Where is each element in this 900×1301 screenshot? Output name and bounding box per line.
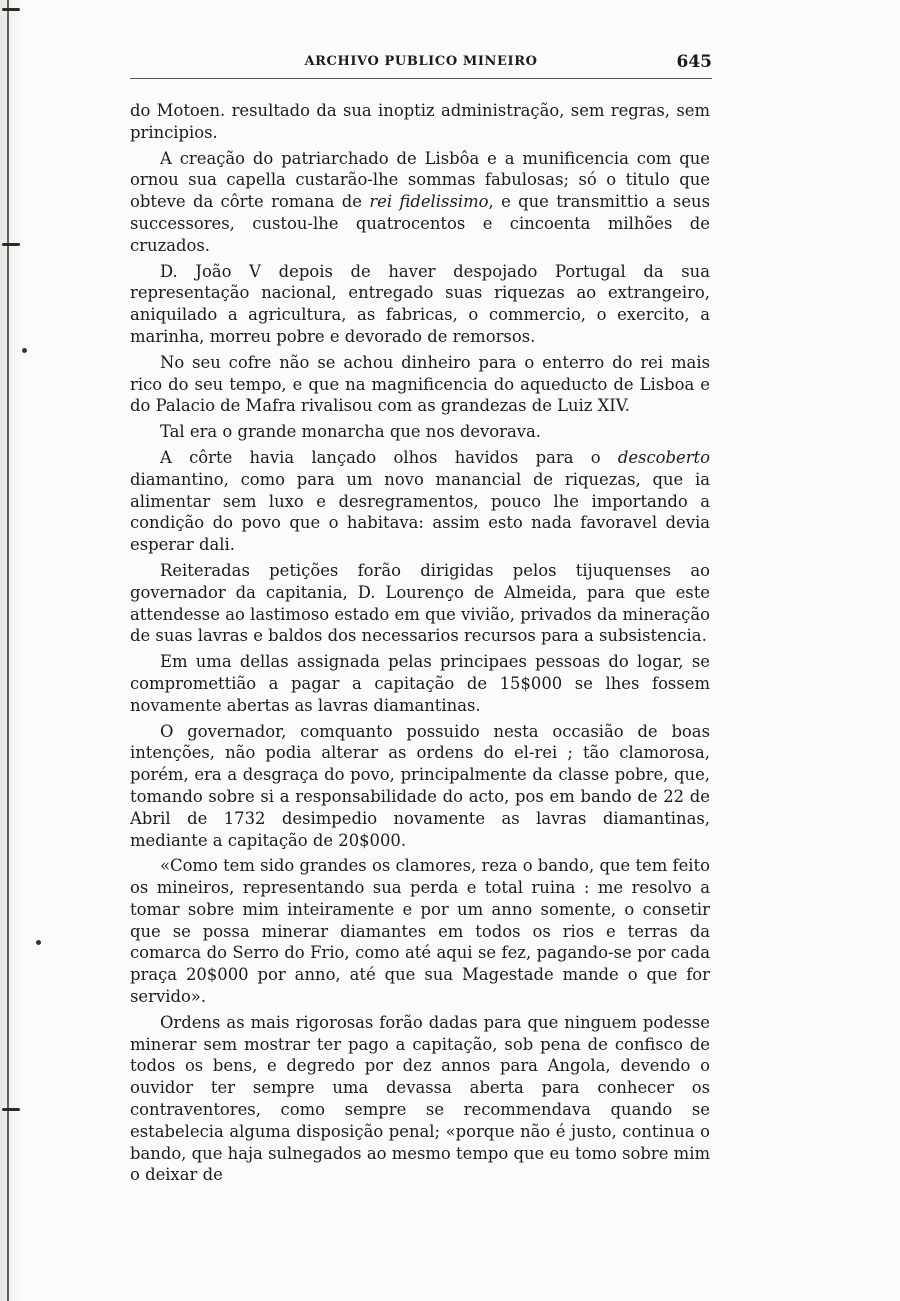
binding-mark	[2, 243, 20, 246]
paragraph-text: «Como tem sido grandes os clamores, reza o bando, que tem feito os mineiros, representando sua perda e total ruina : me resolvo a tomar sobre mim inteiramente e por um anno somente, o consetir que se possa minerar diamantes em todos os rios e terras da comarca do Serro do Frio, como até aqui se fez, pagando-se por cada praça 20$000 por anno, até que sua Magestade mande o que for servido».	[130, 856, 710, 1007]
paragraph	[130, 261, 710, 348]
body-text	[130, 100, 710, 1190]
binding-line	[7, 0, 9, 1301]
paragraph-text: Em uma dellas assignada pelas principaes pessoas do logar, se compromettião a pagar a capitação de 15$000 se lhes fossem novamente abertas as lavras diamantinas.	[130, 652, 710, 715]
paragraph-text: D. João V depois de haver despojado Portugal da sua representação nacional, entregado suas riquezas ao extrangeiro, aniquilado a agricultura, as fabricas, o commercio, o exercito, a marinha, morreu pobre e devorado de remorsos.	[130, 261, 710, 346]
margin-speck	[22, 348, 27, 353]
paragraph	[130, 721, 710, 852]
paragraph-text: Tal era o grande monarcha que nos devorava.	[160, 422, 542, 442]
paragraph	[130, 651, 710, 716]
paragraph-text: diamantino, como para um novo manancial de riquezas, que ia alimentar sem luxo e desregramentos, pouco lhe importando a condição do povo que o habitava: assim esto nada favoravel devia esperar dali.	[130, 469, 710, 555]
paragraph-text: do Motoen. resultado da sua inoptiz administração, sem regras, sem principios.	[130, 101, 710, 142]
paragraph-text: A creação do patriarchado de Lisbôa e a munificencia com que ornou sua capella custarão-lhe sommas fabulosas; só o titulo que obteve da côrte romana de	[130, 148, 710, 212]
binding-mark	[2, 8, 20, 11]
paragraph-text: Ordens as mais rigorosas forão dadas para que ninguem podesse minerar sem mostrar ter pago a capitação, sob pena de confisco de todos os bens, e degredo por dez annos para Angola, devendo o ouvidor ter sempre uma devassa aberta para conhecer os contraventores, como sempre se recommendava quando se estabelecia alguma disposição penal; «porque não é justo, continua o bando, que haja sulnegados ao mesmo tempo que eu tomo sobre mim o deixar de	[130, 1012, 710, 1185]
paragraph	[130, 560, 710, 647]
paragraph	[130, 855, 710, 1008]
paragraph-text: O governador, comquanto possuido nesta occasião de boas intenções, não podia alterar as ordens do el-rei ; tão clamorosa, porém, era a desgraça do povo, principalmente da classe pobre, que, tomando sobre si a responsabilidade do acto, pos em bando de 22 de Abril de 1732 desimpedio novamente as lavras diamantinas, mediante a capitação de 20$000.	[130, 721, 710, 850]
paragraph-continued	[130, 100, 710, 144]
page-binding-edge	[0, 0, 26, 1301]
paragraph	[130, 421, 710, 443]
paragraph-text: No seu cofre não se achou dinheiro para o enterro do rei mais rico do seu tempo, e que na magnificencia do aqueducto de Lisboa e do Palacio de Mafra rivalisou com as grandezas de Luiz XIV.	[130, 352, 710, 416]
paragraph-text: A côrte havia lançado olhos havidos para o	[160, 447, 618, 467]
binding-mark	[2, 1108, 20, 1111]
paragraph-text: Reiteradas petições forão dirigidas pelos tijuquenses ao governador da capitania, D. Lourenço de Almeida, para que este attendesse ao lastimoso estado em que vivião, privados da mineração de suas lavras e baldos dos necessarios recursos para a subsistencia.	[130, 560, 710, 646]
margin-speck	[36, 940, 41, 945]
journal-title: ARCHIVO PUBLICO MINEIRO	[304, 54, 538, 69]
paragraph	[130, 148, 710, 257]
paragraph	[130, 352, 710, 417]
paragraph-text: , e que transmittio a seus successores, custou-lhe quatrocentos e cincoenta milhões de cruzados.	[130, 192, 710, 255]
page-number: 645	[676, 52, 712, 72]
italic-text: descoberto	[617, 447, 710, 467]
paragraph	[130, 447, 710, 556]
italic-text: rei fidelissimo	[369, 192, 489, 212]
running-header	[130, 50, 712, 79]
paragraph	[130, 1012, 710, 1186]
